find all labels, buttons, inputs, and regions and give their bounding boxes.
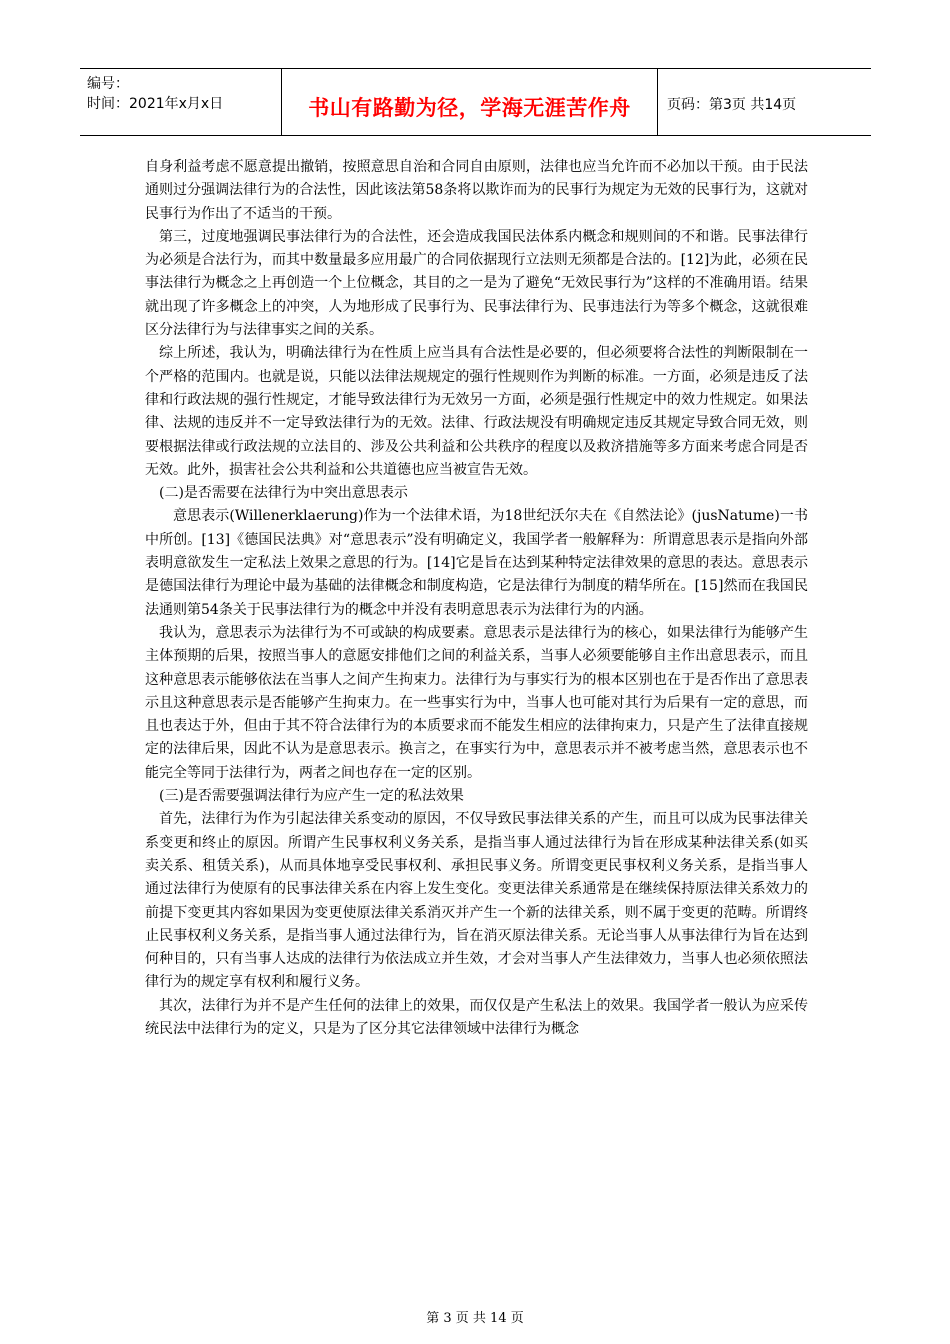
section-heading-3: (三)是否需要强调法律行为应产生一定的私法效果 bbox=[159, 788, 464, 805]
paragraph-6: 首先，法律行为作为引起法律关系变动的原因，不仅导致民事法律关系的产生，而且可以成为民事法律关系变更和终止的原因。所谓产生民事权利义务关系，是指当事人通过法律行为旨在形成某种法律关系(如买卖关系、租赁关系)，从而具体地享受民事权利、承担民事义务。所谓变更民事权利义务关系，是指当事人通过法律行为使原有的民事法律关系在内容上发生变化。变更法律关系通常是在继续保持原法律关系效力的前提下变更其内容如果因为变更使原法律关系消灭并产生一个新的法律关系，则不属于变更的范畴。所谓终止民事权利义务关系，是指当事人通过法律行为，旨在消灭原法律关系。无论当事人从事法律行为旨在达到何种目的，只有当事人达成的法律行为依法成立并生效，才会对当事人产生法律效力，当事人也必须依照法律行为的规定享有权利和履行义务。 bbox=[145, 811, 808, 991]
paragraph-3: 综上所述，我认为，明确法律行为在性质上应当具有合法性是必要的，但必须要将合法性的判断限制在一个严格的范围内。也就是说，只能以法律法规规定的强行性规则作为判断的标准。一方面，必须是违反了法律和行政法规的强行性规定，才能导致法律行为无效另一方面，必须是强行性规定中的效力性规定。如果法律、法规的违反并不一定导致法律行为的无效。法律、行政法规没有明确规定违反其规定导致合同无效，则要根据法律或行政法规的立法目的、涉及公共利益和公共秩序的程度以及救济措施等多方面来考虑合同是否无效。此外，损害社会公共利益和公共道德也应当被宣告无效。 bbox=[145, 345, 808, 478]
header-middle-cell bbox=[282, 69, 658, 135]
header-motto: 书山有路勤为径，学海无涯苦作舟 bbox=[308, 96, 631, 120]
paragraph-5: 我认为，意思表示为法律行为不可或缺的构成要素。意思表示是法律行为的核心，如果法律行为能够产生主体预期的后果，按照当事人的意愿安排他们之间的利益关系，当事人必须要能够自主作出意思表示，而且这种意思表示能够依法在当事人之间产生拘束力。法律行为与事实行为的根本区别也在于是否作出了意思表示且这种意思表示是否能够产生拘束力。在一些事实行为中，当事人也可能对其行为后果有一定的意思，而且也表达于外，但由于其不符合法律行为的本质要求而不能发生相应的法律拘束力，只是产生了法律直接规定的法律后果，因此不认为是意思表示。换言之，在事实行为中，意思表示并不被考虑当然，意思表示也不能完全等同于法律行为，两者之间也存在一定的区别。 bbox=[145, 624, 808, 781]
document-time-label: 时间：2021年x月x日 bbox=[87, 96, 224, 112]
paragraph-4: 意思表示(Willenerklaerung)作为一个法律术语，为18世纪沃尔夫在《自然法论》(jusNatume)一书中所创。[13]《德国民法典》对“意思表示”没有明确定义，我国学者一般解释为：所谓意思表示是指向外部表明意欲发生一定私法上效果之意思的行为。[14]它是旨在达到某种特定法律效果的意思的表达。意思表示是德国法律行为理论中最为基础的法律概念和制度构造，它是法律行为制度的精华所在。[15]然而在我国民法通则第54条关于民事法律行为的概念中并没有表明意思表示为法律行为的内涵。 bbox=[145, 508, 808, 618]
page-footer: 第 3 页 共 14 页 bbox=[426, 1311, 524, 1326]
paragraph-1: 自身利益考虑不愿意提出撤销，按照意思自治和合同自由原则，法律也应当允许而不必加以干预。由于民法通则过分强调法律行为的合法性，因此该法第58条将以欺诈而为的民事行为规定为无效的民事行为，这就对民事行为作出了不适当的干预。 bbox=[145, 159, 808, 222]
paragraph-2: 第三，过度地强调民事法律行为的合法性，还会造成我国民法体系内概念和规则间的不和谐。民事法律行为必须是合法行为，而其中数量最多应用最广的合同依据现行立法则无须都是合法的。[12]为此，必须在民事法律行为概念之上再创造一个上位概念，其目的之一是为了避免“无效民事行为”这样的不准确用语。结果就出现了许多概念上的冲突，人为地形成了民事行为、民事法律行为、民事违法行为等多个概念，这就很难区分法律行为与法律事实之间的关系。 bbox=[145, 228, 808, 339]
header-left-cell bbox=[80, 69, 282, 135]
document-body bbox=[145, 156, 808, 1041]
header-page-info: 页码：第3页 共14页 bbox=[667, 97, 797, 113]
section-heading-2: (二)是否需要在法律行为中突出意思表示 bbox=[159, 485, 408, 502]
paragraph-7: 其次，法律行为并不是产生任何的法律上的效果，而仅仅是产生私法上的效果。我国学者一般认为应采传统民法中法律行为的定义，只是为了区分其它法律领域中法律行为概念 bbox=[145, 997, 808, 1037]
header-right-cell bbox=[658, 69, 871, 135]
document-number-label: 编号： bbox=[87, 76, 129, 92]
header-table bbox=[80, 68, 871, 136]
